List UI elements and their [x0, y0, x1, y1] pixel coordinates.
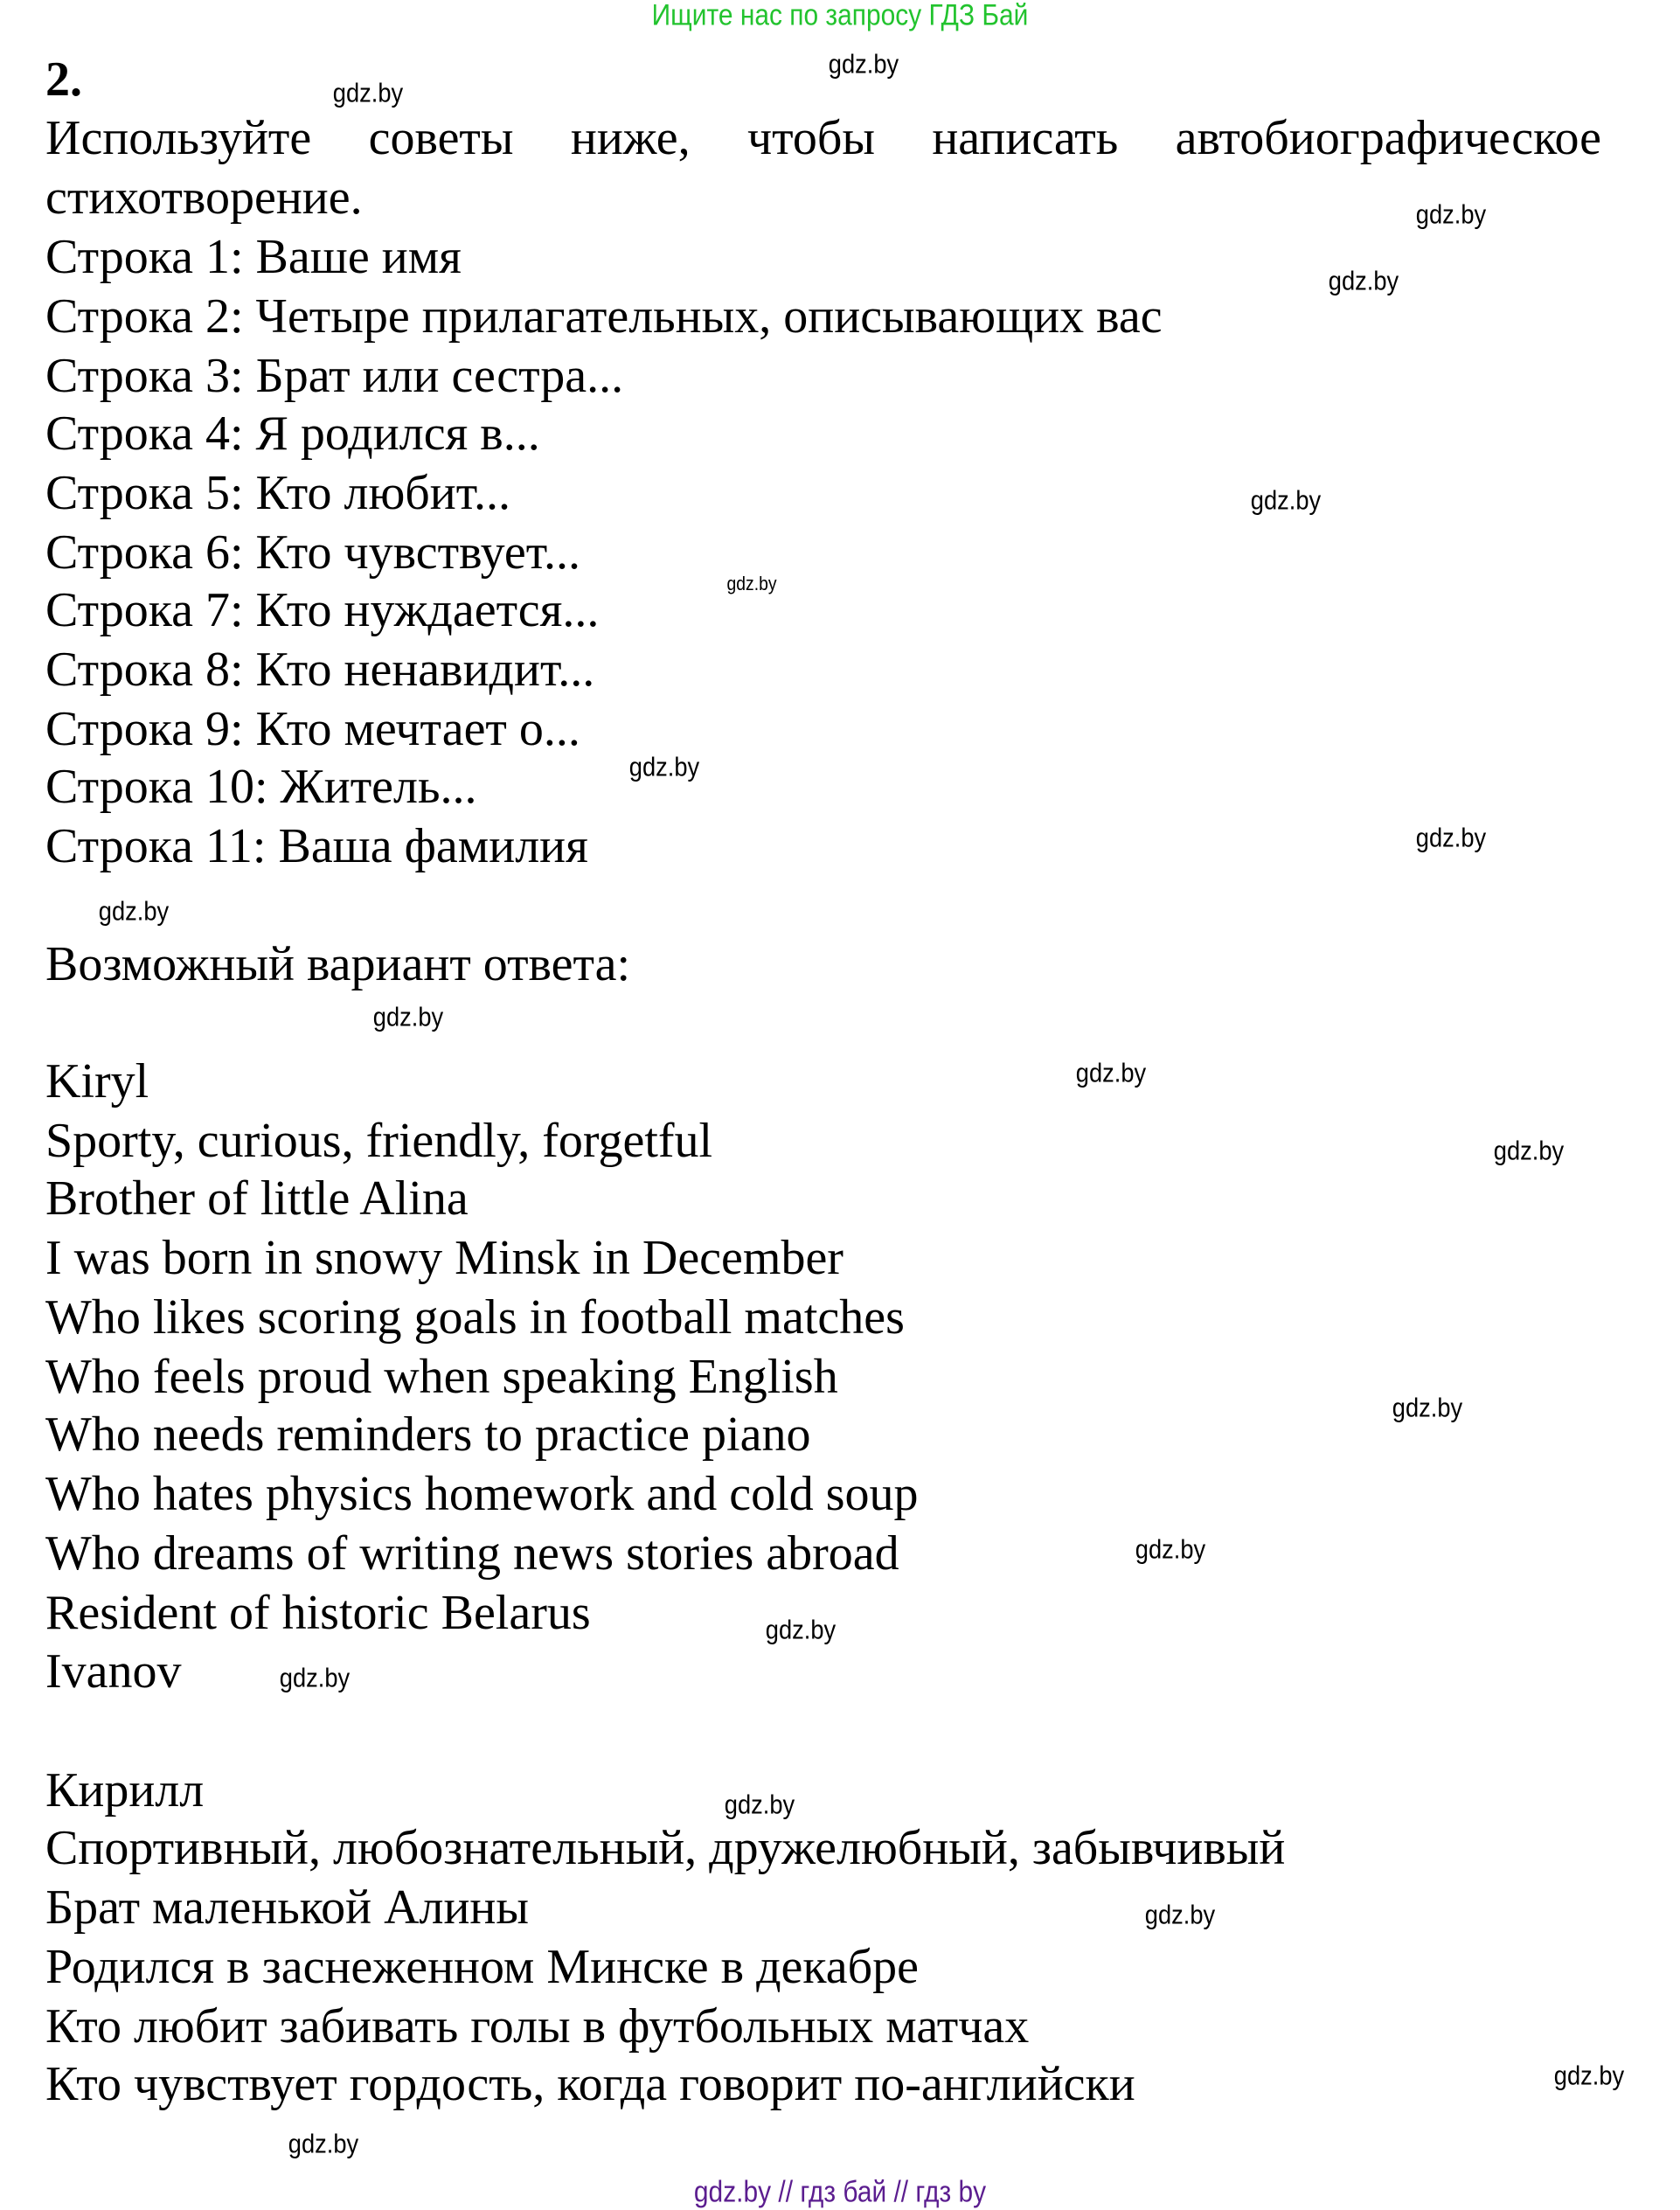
poem-ru-line: Брат маленькой Алины	[45, 1880, 530, 1935]
poem-en-line: Resident of historic Belarus	[45, 1586, 591, 1641]
watermark: gdz.by	[1144, 1899, 1216, 1930]
watermark: gdz.by	[372, 1001, 444, 1032]
prompt-line: Строка 3: Брат или сестра...	[45, 349, 624, 404]
prompt-line: Строка 1: Ваше имя	[45, 230, 462, 285]
poem-en-line: Who hates physics homework and cold soup	[45, 1467, 919, 1522]
watermark: gdz.by	[98, 895, 170, 927]
watermark: gdz.by	[726, 573, 777, 594]
prompt-line: Строка 2: Четыре прилагательных, описывающих вас	[45, 289, 1163, 344]
poem-en-line: Who feels proud when speaking English	[45, 1350, 838, 1405]
poem-en-line: Sporty, curious, friendly, forgetful	[45, 1114, 713, 1169]
watermark: gdz.by	[1328, 265, 1399, 296]
watermark: gdz.by	[1493, 1135, 1565, 1166]
watermark: gdz.by	[1135, 1533, 1206, 1565]
watermark: gdz.by	[1415, 822, 1487, 853]
prompt-line: Строка 5: Кто любит...	[45, 466, 510, 521]
watermark: gdz.by	[1415, 198, 1487, 230]
poem-en-line: Brother of little Alina	[45, 1171, 469, 1227]
prompt-line: Строка 4: Я родился в...	[45, 407, 540, 462]
poem-ru-line: Кто любит забивать голы в футбольных матчах	[45, 1999, 1030, 2054]
prompt-line: Строка 6: Кто чувствует...	[45, 525, 581, 580]
intro-line: Используйте советы ниже, чтобы написать автобиографическое	[45, 111, 1601, 166]
task-number: 2.	[45, 52, 82, 108]
watermark: gdz.by	[1553, 2060, 1625, 2091]
poem-en-line: Ivanov	[45, 1644, 182, 1699]
footer-links: gdz.by // гдз бай // гдз by	[693, 2175, 987, 2209]
watermark: gdz.by	[765, 1614, 837, 1645]
watermark: gdz.by	[1075, 1057, 1147, 1088]
prompt-line: Строка 8: Кто ненавидит...	[45, 643, 595, 698]
poem-en-line: Who likes scoring goals in football matches	[45, 1290, 905, 1345]
watermark: gdz.by	[332, 77, 404, 108]
prompt-line: Строка 11: Ваша фамилия	[45, 819, 588, 874]
watermark: gdz.by	[279, 1662, 351, 1693]
answer-heading: Возможный вариант ответа:	[45, 937, 631, 992]
poem-en-line: Kiryl	[45, 1054, 149, 1109]
prompt-line: Строка 10: Житель...	[45, 760, 477, 815]
watermark: gdz.by	[1392, 1392, 1463, 1423]
prompt-line: Строка 7: Кто нуждается...	[45, 583, 600, 638]
prompt-line: Строка 9: Кто мечтает о...	[45, 702, 580, 757]
watermark: gdz.by	[288, 2128, 359, 2159]
watermark: gdz.by	[724, 1789, 795, 1820]
poem-ru-line: Кирилл	[45, 1763, 205, 1818]
poem-ru-line: Родился в заснеженном Минске в декабре	[45, 1940, 919, 1995]
poem-en-line: I was born in snowy Minsk in December	[45, 1231, 843, 1286]
watermark: gdz.by	[628, 751, 700, 782]
intro-line: стихотворение.	[45, 170, 363, 226]
watermark: gdz.by	[828, 48, 899, 80]
poem-ru-line: Кто чувствует гордость, когда говорит по-английски	[45, 2057, 1135, 2112]
header-banner: Ищите нас по запросу ГДЗ Бай	[651, 0, 1029, 32]
poem-ru-line: Спортивный, любознательный, дружелюбный, забывчивый	[45, 1821, 1286, 1876]
watermark: gdz.by	[1250, 484, 1322, 516]
poem-en-line: Who needs reminders to practice piano	[45, 1407, 811, 1463]
poem-en-line: Who dreams of writing news stories abroad	[45, 1526, 899, 1581]
